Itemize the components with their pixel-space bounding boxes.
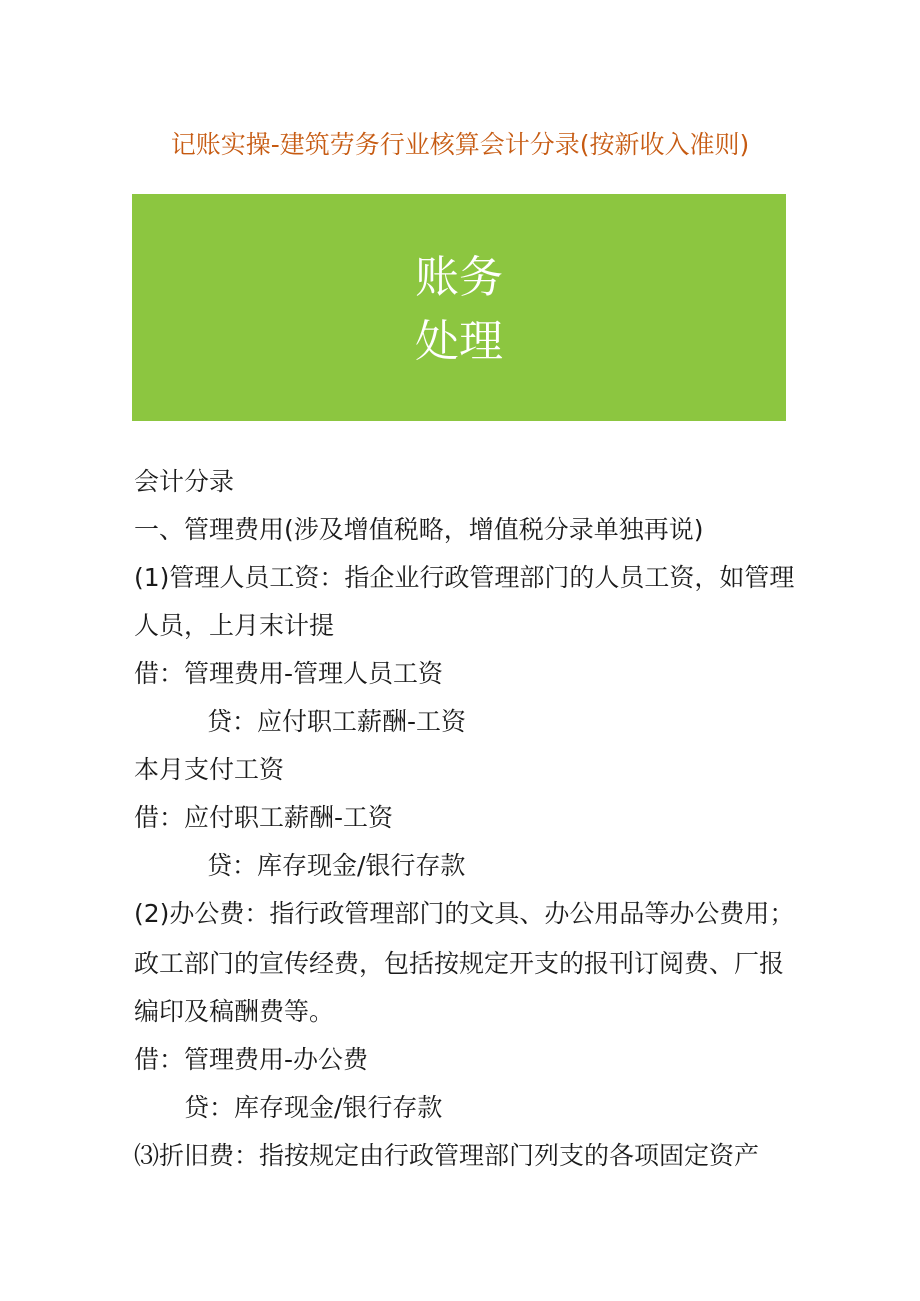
document-title: 记账实操-建筑劳务行业核算会计分录(按新收入准则) [170, 130, 750, 159]
paragraph-line: 编印及稿酬费等。 [134, 997, 335, 1026]
credit-entry: 贷：应付职工薪酬-工资 [207, 707, 467, 736]
debit-entry: 借：管理费用-管理人员工资 [134, 659, 444, 688]
credit-entry: 贷：库存现金/银行存款 [184, 1093, 443, 1122]
credit-entry: 贷：库存现金/银行存款 [207, 851, 466, 880]
paragraph-line: 本月支付工资 [134, 755, 285, 784]
paragraph-line: (1)管理人员工资：指企业行政管理部门的人员工资，如管理 [134, 563, 795, 592]
debit-entry: 借：应付职工薪酬-工资 [134, 803, 394, 832]
paragraph-line: 人员，上月末计提 [134, 611, 335, 640]
paragraph-line: ⑶折旧费：指按规定由行政管理部门列支的各项固定资产 [134, 1141, 760, 1170]
paragraph-line: (2)办公费：指行政管理部门的文具、办公用品等办公费用； [134, 899, 795, 928]
debit-entry: 借：管理费用-办公费 [134, 1045, 369, 1074]
section-heading: 会计分录 [134, 467, 235, 496]
paragraph-line: 政工部门的宣传经费，包括按规定开支的报刊订阅费、厂报 [134, 949, 785, 978]
subsection-heading: 一、管理费用(涉及增值税略，增值税分录单独再说) [134, 515, 704, 544]
banner-line-1: 账务 [415, 252, 503, 303]
banner [132, 194, 786, 421]
banner-line-2: 处理 [415, 316, 503, 367]
